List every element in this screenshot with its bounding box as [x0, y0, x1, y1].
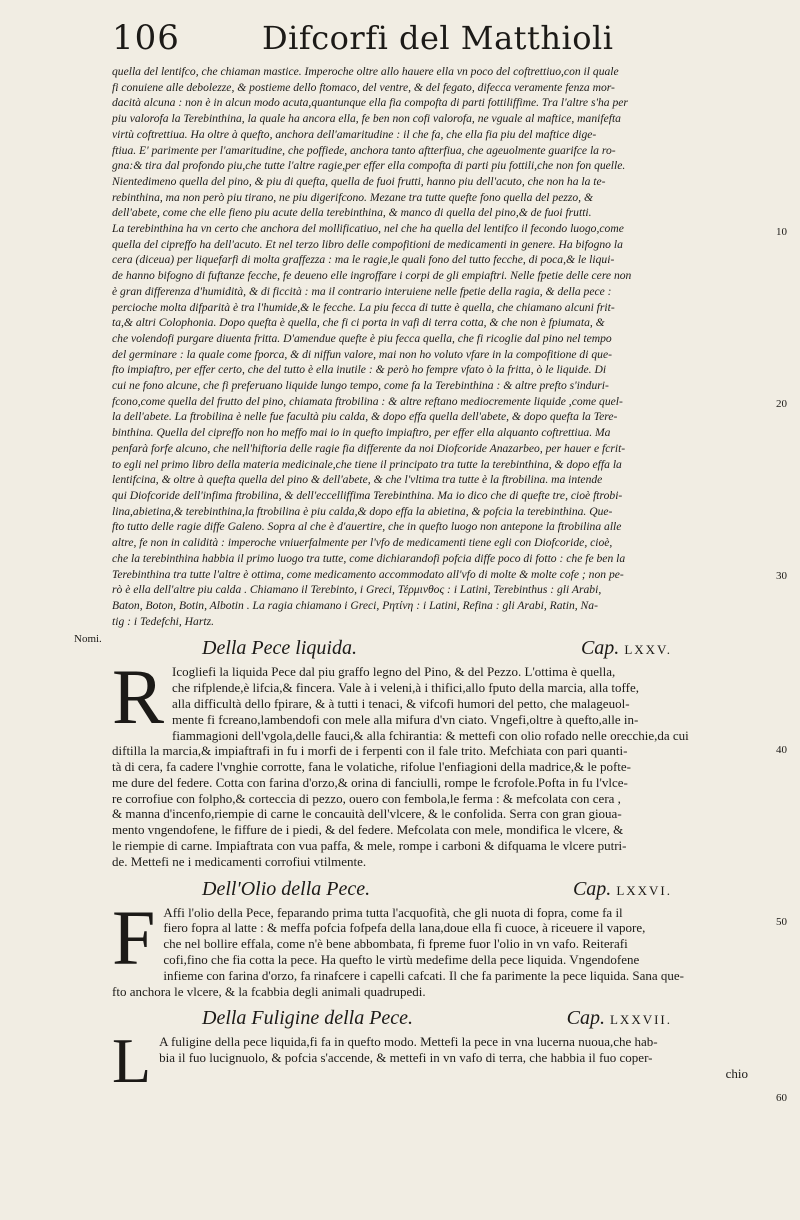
text-line: quella del lentifco, che chiaman mastice. Imperoche oltre allo hauere ella vn poco del coftrettiuo,con il quale: [112, 65, 619, 78]
text-line: to egli nel primo libro della materia medicinale,che tiene il principato tra tutte la terebinthina, & dopo effa la: [112, 457, 622, 471]
text-line: Terebinthina tra tutte l'altre è ottima, come medicamento accommodato all'vfo di molte & molte cofe ; non pe-: [112, 567, 624, 581]
running-head: [112, 18, 752, 64]
text-line: qui Diofcoride dell'infima ftrobilina, & dell'eccelliffima Terebinthina. Ma io dico che di quefte tre, cioè ftrobi-: [112, 488, 623, 502]
text-line: La terebinthina ha vn certo che anchora del mollificatiuo, nel che ha quella del lentifco il fecondo luogo,come: [112, 222, 624, 236]
chapter-title: Dell'Olio della Pece.: [202, 877, 371, 900]
text-line: che nel bollire effala, come n'è bene abbombata, fi fpreme fuor l'olio in vn vafo. Reiterafi: [163, 936, 628, 952]
text-line: Affi l'olio della Pece, feparando prima tutta l'acquofità, che gli nuota di fopra, come fa il: [163, 904, 623, 920]
text-line: ftiua. E' parimente per l'amaritudine, che poffiede, anchora tanto aftterfiua, che ageuolmente guarifce la ro-: [112, 143, 616, 157]
chapter-text-76: [112, 893, 752, 1000]
chapter-number: Cap. LXXVI.: [572, 877, 672, 900]
drop-capital: L: [112, 1025, 152, 1097]
text-line: fcono,come quella del frutto del pino, chiamata ftrobilina : & altre reftano mediocremente liquide ,come quel-: [112, 394, 623, 408]
chapter-heading-77: [112, 1007, 752, 1030]
text-line: Baton, Boton, Botin, Albotin . La ragia chiamano i Greci, Ρητίνη : i Latini, Refina : gli Arabi, Ratin, Na-: [112, 598, 598, 612]
text-line: che volendofi purgare diuenta fritta. D'amendue quefte è piu fecca quella, che fi ricoglie dal pino nel tempo: [112, 331, 612, 345]
text-line: de hanno bifogno di fuftanze fecche, fe deueno elle ingroffare i corpi de gli empiaftri. Nelle fpetie delle cere non: [112, 269, 632, 283]
text-line: lina,abietina,& terebinthina,la ftrobilina è piu calda,& dopo effa la abietina, & pofcia la terebinthina. Que-: [112, 504, 613, 518]
text-line: ta,& altri Colophonia. Dopo quefta è quella, che fi ci porta in vafi di terra cotta, & che non è fpiumata, &: [112, 316, 605, 330]
drop-capital: R: [112, 653, 165, 741]
chapter-lines: [112, 653, 752, 869]
text-line: cui ne fono alcune, che fi preferuano liquide lungo tempo, come fa la Terebinthina : & altre prefto s'induri-: [112, 379, 609, 393]
text-line: cera (diceua) per liquefarfi di molta graffezza : ma le ragie,le quali fono del tutto fecche, di poca,& le liqui-: [112, 253, 615, 267]
text-line: fiammagioni dell'vgola,delle fauci,& alla fchirantia: & mettefi con olio rofado nelle orecchie,da cui: [172, 727, 689, 743]
text-line: è gran differenza d'humidità, & di ficcità : ma il contrario interuiene nelle fpetie della ragia, & della pece :: [112, 284, 612, 298]
text-line: percioche molta difparità è tra l'humide,& le fecche. La piu fecca di tutte è quella, che chiamano alcuni frit-: [112, 300, 615, 314]
text-line: me dure del federe. Cotta con farina d'orzo,& orina di fanciulli, rompe le fcrofole.Pofta in fu l'vlce-: [112, 774, 628, 790]
text-line: tà di cera, fa cadere l'vnghie corrotte, fana le volatiche, rifolue l'enfiagioni della madrice,& le pofte-: [112, 759, 632, 775]
chapter-text-75: [112, 653, 752, 869]
text-line: A fuligine della pece liquida,fi fa in quefto modo. Mettefi la pece in vna lucerna nuoua,che hab-: [159, 1034, 658, 1050]
text-line: dell'abete, come che elle fieno piu acute della terebinthina, & manco di quella del pino,& de fuoi frutti.: [112, 206, 592, 220]
text-line: infieme con farina d'orzo, fa rinafcere i capelli cafcati. Il che fa parimente la pece liquida. Sana que-: [163, 967, 685, 983]
text-line: le riempie di carne. Impiaftrata con vua paffa, & mele, rompe i carboni & difquama le vlcere putri-: [112, 838, 627, 854]
text-line: altre, fe non in calidità : imperoche vniuerfalmente per l'vfo de medicamenti tiene egli con Diofcoride, cioè,: [112, 536, 613, 550]
margin-line-number: 50: [776, 916, 787, 928]
drop-capital: F: [112, 893, 156, 981]
margin-line-number: 20: [776, 398, 787, 410]
chapter-lines: [112, 1034, 752, 1066]
text-line: del germinare : la quale come fporca, & di niffun valore, mai non ho voluto vfare in la compofitione di que-: [112, 347, 612, 361]
text-line: cofi,fino che fia cotta la pece. Ha quefto le virtù medefime della pece liquida. Vngendofene: [163, 952, 640, 968]
text-line: alla difficultà dello fpirare, & à tutti i tenaci, & vifcofi humori del petto, che malageuol-: [172, 695, 630, 711]
chapter-title: Della Fuligine della Pece.: [202, 1007, 414, 1030]
margin-line-number: 30: [776, 570, 787, 582]
running-title: Difcorfi del Matthioli: [262, 19, 614, 57]
text-line: penfarà forfe alcuno, che nell'hiftoria delle ragie fia differente da noi Diofcoride Anazarbeo, per hauer e fcrit-: [112, 441, 626, 455]
text-line: fto tutto delle ragie diffe Galeno. Sopra al che è d'auertire, che in quefto luogo non antepone la ftrobilina alle: [112, 520, 622, 534]
chapter-number: Cap. LXXV.: [580, 637, 672, 660]
text-line: Icogliefi la liquida Pece dal piu graffo legno del Pino, & del Pezzo. L'ottima è quella,: [172, 664, 616, 680]
text-line: fiero fopra al latte : & meffa pofcia fofpefa della lana,doue ella fi cuoce, à riceuere il vapore,: [163, 920, 646, 936]
text-line: virtù coftrettiua. Ha oltre à quefto, anchora dell'amaritudine : il che fa, che ella fia piu del maftice dige-: [112, 127, 597, 141]
chapter-heading-76: [112, 878, 752, 901]
text-line: fto impiaftro, per effer certo, che del tutto è ella inutile : & però ho fempre vfato ò la fritta, ò le liquide. Di: [112, 363, 607, 377]
text-line: & manna d'incenfo,riempie di carne le concauità dell'vlcere, & le confolida. Serra con gran gioua-: [112, 806, 622, 822]
commentary-text: [112, 64, 752, 629]
text-line: tig : i Tedefchi, Hartz.: [112, 614, 214, 628]
text-line: re corrofiue con folpho,& corteccia di pezzo, ouero con fembola,le ferma : & mefcolata con cera ,: [112, 790, 621, 806]
text-line: diftilla la marcia,& impiaftrafi in fu i morfi de i ferpenti con il fale trito. Mefchiata con pari quanti-: [112, 743, 628, 759]
text-line: de. Mettefi ne i medicamenti corrofiui vtilmente.: [112, 853, 367, 869]
margin-line-number: 60: [776, 1092, 787, 1104]
text-line: rebinthina, ma non però piu tirano, ne piu digerifcono. Mezane tra tutte quefte fono quella del pezzo, &: [112, 190, 593, 204]
text-line: lentifcina, & oltre à quefta quella del pino & dell'abete, & che l'vltima tra tutte è la ftrobilina. ma intende: [112, 473, 603, 487]
text-line: Nientedimeno quella del pino, & piu di quefta, quella de fuoi frutti, hanno piu dell'acuto, che non ha la te-: [112, 174, 606, 188]
margin-note-nomi: Nomi.: [74, 633, 102, 645]
page-number: 106: [112, 18, 180, 58]
text-line: quella del cipreffo ha dell'acuto. Et nel terzo libro delle compofitioni de medicamenti in genere. Ha bifogno la: [112, 237, 623, 251]
text-line: che rifplende,è lifcia,& fincera. Vale à i veleni,à i thifici,allo fputo della marcia, alla toffe,: [172, 680, 639, 696]
text-line: rò è ella dell'altre piu calda . Chiamano il Terebinto, i Greci, Τέρμινθος : i Latini, Terebinthus : gli Arabi,: [112, 583, 602, 597]
chapter-number: Cap. LXXVII.: [566, 1007, 672, 1030]
chapter-title: Della Pece liquida.: [202, 637, 357, 660]
text-line: gna:& tira dal profondo piu,che tutte l'altre ragie,per effer ella compofta di parti piu fottili,che non fon quelle.: [112, 159, 626, 173]
margin-line-number: 40: [776, 744, 787, 756]
catchword: chio: [725, 1066, 748, 1082]
chapter-lines: [112, 893, 752, 1000]
margin-line-number: 10: [776, 226, 787, 238]
text-line: mento vngendofene, le fiffure de i piedi, & del federe. Mefcolata con mele, mondifica le vlcere, &: [112, 822, 624, 838]
text-line: piu valorofa la Terebinthina, la quale ha ancora ella, fe ben non cofi valorofa, ne vguale al maftice, manifefta: [112, 112, 621, 126]
text-line: la dell'abete. La ftrobilina è nelle fue facultà piu calda, & dopo effa quella dell'abete, & dopo quefta la Tere-: [112, 410, 618, 424]
text-line: dacità alcuna : non è in alcun modo acuta,quantunque ella fia compofta di parti fottiliffime. Tra l'altre s'ha per: [112, 96, 628, 110]
text-line: fto anchora le vlcere, & la fcabbia degli animali quadrupedi.: [112, 983, 426, 999]
text-line: che la terebinthina habbia il primo luogo tra tutte, come dichiarandofi pofcia diffe poco di fotto : che fe ben la: [112, 551, 626, 565]
text-line: binthina. Quella del cipreffo non ho meffo mai io in quefto impiaftro, per effer ella alquanto coftrettiua. Ma: [112, 426, 611, 440]
text-line: fi conuiene alle debolezze, & postieme dello ftomaco, del ventre, & del fegato, difecca veramente fenza mor-: [112, 80, 615, 94]
text-line: mente fi fcreano,lambendofi con mele alla mifura d'vn ciato. Vngefi,oltre à quefto,alle in-: [172, 711, 639, 727]
chapter-heading-75: [112, 637, 752, 660]
text-line: bia il fuo lucignuolo, & pofcia s'accende, & mettefi in vn vafo di terra, che habbia il fuo coper-: [159, 1050, 653, 1066]
